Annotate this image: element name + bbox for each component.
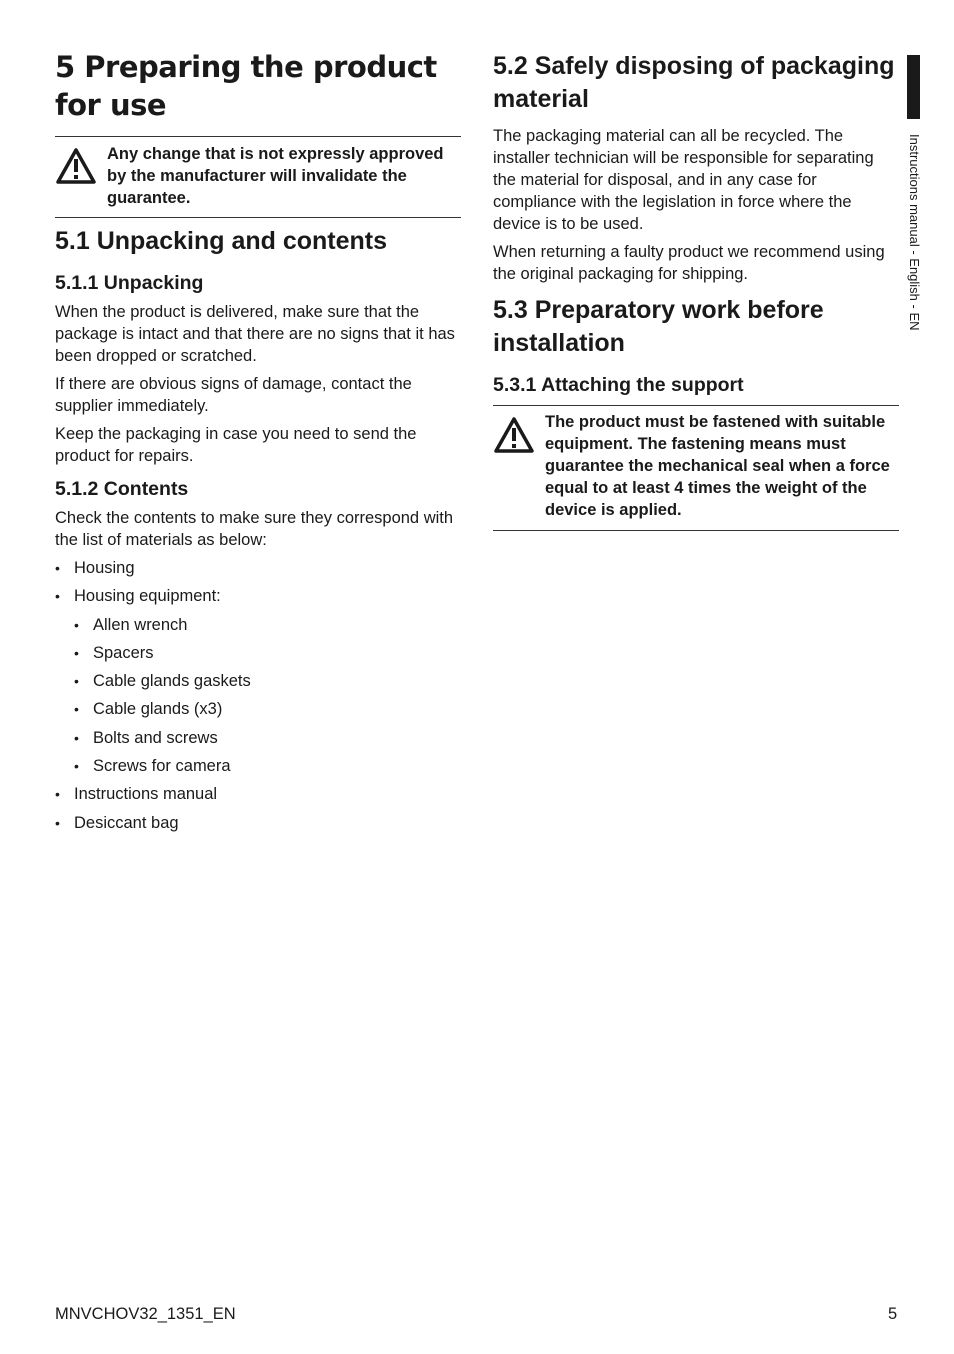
section-5-3-1-title: 5.3.1 Attaching the support [493, 374, 744, 396]
bullet: • [74, 644, 79, 661]
section-5-1-1-title: 5.1.1 Unpacking [55, 272, 204, 294]
chapter-warning [55, 136, 461, 218]
side-tab-label: Instructions manual - English - EN [907, 134, 922, 331]
support-warning [493, 405, 899, 531]
list-item: • Allen wrench [74, 615, 188, 634]
warning-triangle-icon [493, 416, 535, 454]
list-item: • Housing equipment: [55, 587, 221, 606]
section-5-1-2-title: 5.1.2 Contents [55, 478, 189, 500]
chapter-warning-text: Any change that is not expressly approved by the manufacturer will invalidate the guarantee. [107, 145, 444, 207]
list-item: • Cable glands (x3) [74, 700, 223, 719]
unpacking-paragraph: When the product is delivered, make sure that the package is intact and that there are no signs that it has been dropped or scratched. [55, 303, 455, 365]
bullet: • [74, 616, 79, 633]
support-warning-text: The product must be fastened with suitable equipment. The fastening means must guarantee the mechanical seal when a force equal to at least 4 times the weight of the device is applied. [545, 413, 890, 519]
section-5-3-title: 5.3 Preparatory work before installation [493, 296, 824, 357]
bullet: • [55, 588, 60, 605]
warning-triangle-icon [55, 147, 97, 185]
page-number: 5 [888, 1305, 898, 1323]
chapter-title: 5 Preparing the product for use [55, 50, 437, 122]
unpacking-paragraph: If there are obvious signs of damage, contact the supplier immediately. [55, 375, 412, 415]
bullet: • [74, 729, 79, 746]
section-5-1-title: 5.1 Unpacking and contents [55, 227, 388, 255]
bullet: • [74, 758, 79, 775]
list-item: • Housing [55, 559, 135, 577]
list-item: • Instructions manual [55, 785, 218, 804]
bullet: • [74, 673, 79, 690]
list-item: • Screws for camera [74, 757, 231, 776]
section-5-2-title: 5.2 Safely disposing of packaging material [493, 52, 895, 113]
list-item: • Bolts and screws [74, 728, 218, 747]
bullet: • [55, 560, 60, 576]
list-item: • Spacers [74, 643, 154, 662]
bullet: • [55, 786, 60, 803]
contents-intro: Check the contents to make sure they correspond with the list of materials as below: [55, 509, 454, 549]
unpacking-paragraph: Keep the packaging in case you need to send the product for repairs. [55, 425, 417, 465]
side-tab-marker [907, 55, 920, 119]
document-code: MNVCHOV32_1351_EN [55, 1305, 236, 1323]
disposal-paragraph: The packaging material can all be recycled. The installer technician will be responsible for separating the material for disposal, and in any case for compliance with the legislation in force where the device is to be used. [493, 127, 874, 233]
list-item: • Desiccant bag [55, 813, 179, 832]
bullet: • [55, 814, 60, 831]
bullet: • [74, 701, 79, 718]
disposal-paragraph: When returning a faulty product we recommend using the original packaging for shipping. [493, 243, 885, 283]
list-item: • Cable glands gaskets [74, 672, 251, 691]
contents-list [55, 557, 461, 840]
